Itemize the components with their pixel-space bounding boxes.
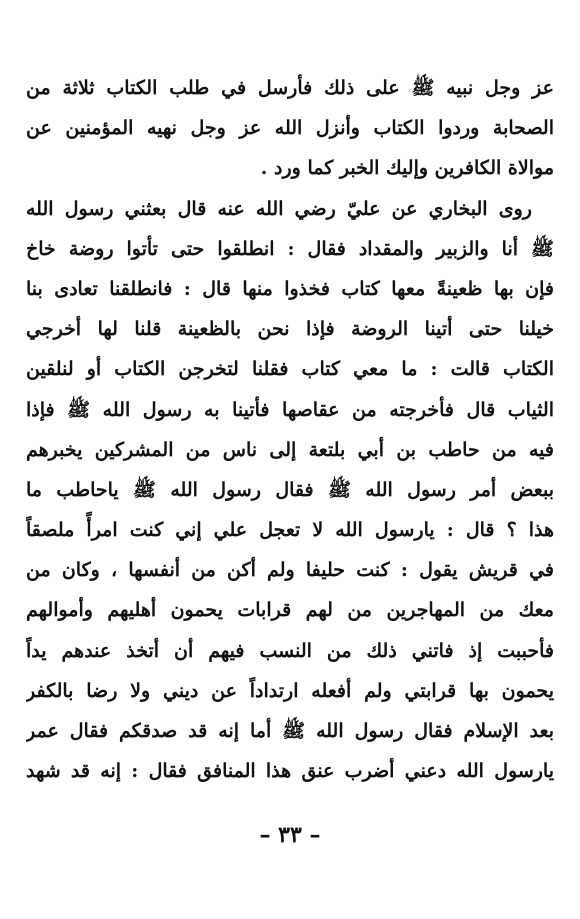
text-line: عز وجل نبيه ﷺ على ذلك فأرسل في طلب الكتاب ثلاثة من	[26, 77, 554, 99]
text-line: موالاة الكافرين وإليك الخبر كما ورد .	[260, 157, 554, 180]
text-line: يارسول الله دعني أضرب عنق هذا المنافق فقال : إنه قد شهد	[26, 760, 554, 783]
text-line: معك من المهاجرين من لهم قرابات يحمون أهليهم وأموالهم	[26, 599, 554, 622]
text-line: هذا ؟ قال : يارسول الله لا تعجل علي إني كنت امرأً ملصقاً	[26, 519, 554, 542]
text-line: الكتاب قالت : ما معي كتاب فقلنا لتخرجن الكتاب أو لنلقين	[26, 358, 554, 381]
text-line: يحمون بها قرابتي ولم أفعله ارتداداً عن ديني ولا رضا بالكفر	[26, 679, 554, 702]
text-line: الثياب قال فأخرجته من عقاصها فأتينا به رسول الله ﷺ فإذا	[26, 398, 554, 421]
text-line: خيلنا حتى أتينا الروضة فإذا نحن بالظعينة قلنا لها أخرجي	[26, 318, 554, 341]
text-line: فأحببت إذ فاتني ذلك من النسب فيهم أن أتخذ عندهم يداً	[26, 639, 554, 662]
text-line: ببعض أمر رسول الله ﷺ فقال رسول الله ﷺ ياحاطب ما	[26, 478, 554, 501]
text-line: روى البخاري عن عليّ رضي الله عنه قال بعثني رسول الله	[26, 197, 532, 220]
text-line: فإن بها ظعينةً معها كتاب فخذوا منها قال : فانطلقنا تعادى بنا	[26, 277, 554, 300]
text-line: ﷺ أنا والزبير والمقداد فقال : انطلقوا حتى تأتوا روضة خاخ	[26, 237, 554, 260]
text-line: فيه من حاطب بن أبي بلتعة إلى ناس من المشركين يخبرهم	[26, 438, 554, 461]
text-line: في قريش يقول : كنت حليفا ولم أكن من أنفسها ، وكان من	[26, 559, 554, 582]
page-body-text	[26, 68, 554, 791]
text-line: الصحابة وردوا الكتاب وأنزل الله عز وجل نهيه المؤمنين عن	[26, 117, 554, 140]
text-line: بعد الإسلام فقال رسول الله ﷺ أما إنه قد صدقكم فقال عمر	[26, 720, 554, 742]
page-number: – ٣٣ –	[259, 822, 321, 848]
